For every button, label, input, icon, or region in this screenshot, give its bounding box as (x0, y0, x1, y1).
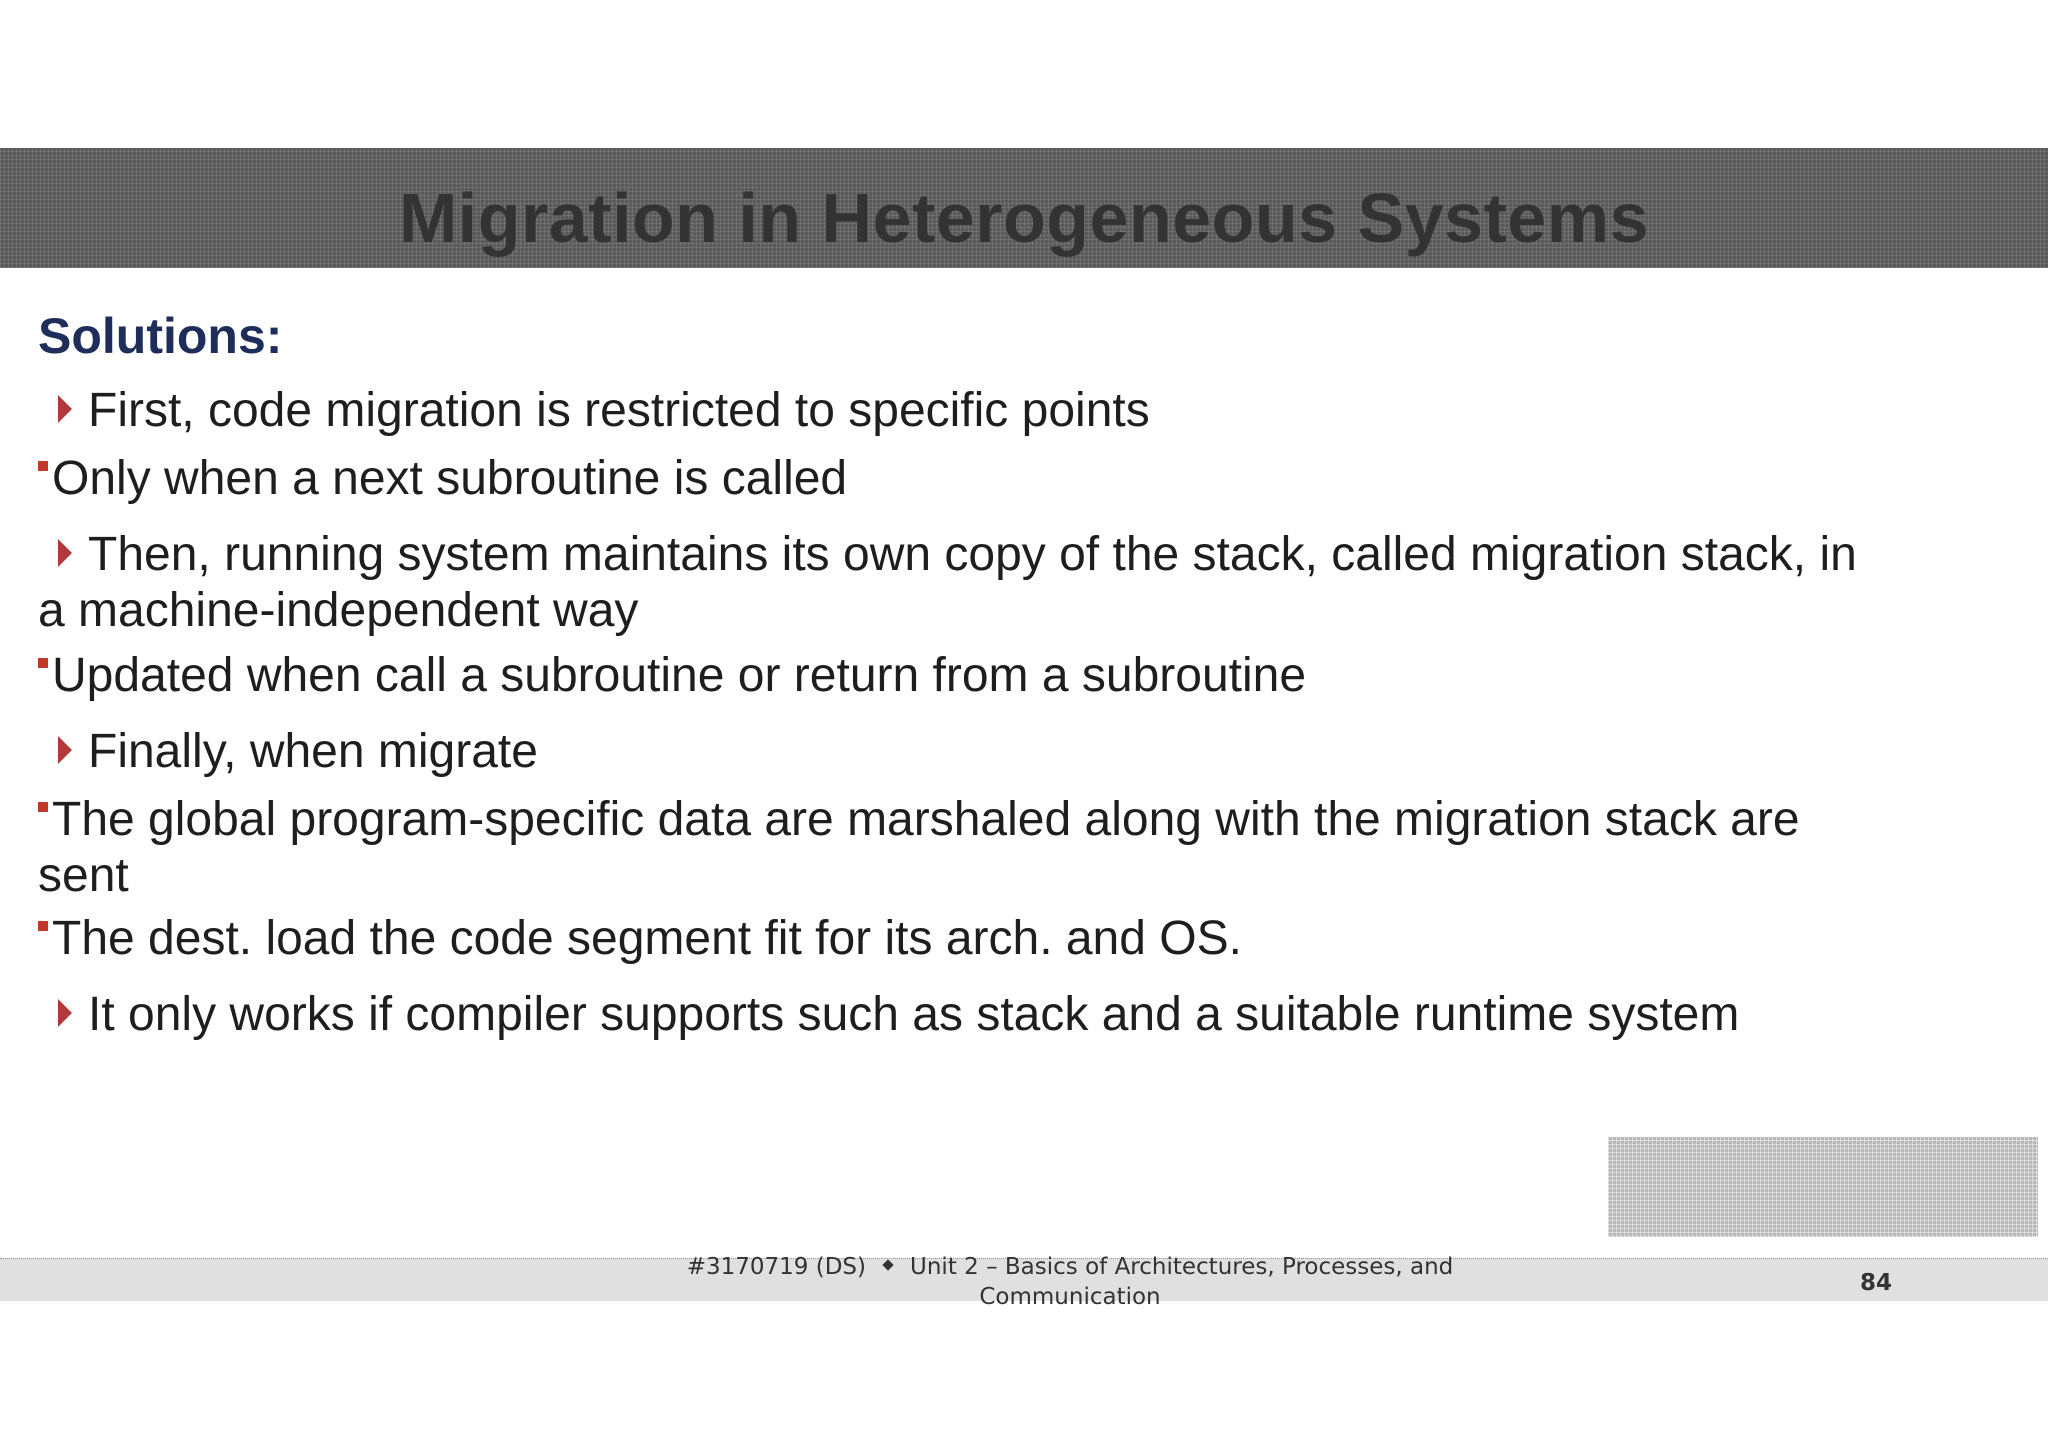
square-bullet-icon (38, 921, 48, 931)
sub-text-3: The global program-specific data are marshaled along with the migration stack are (52, 793, 1800, 846)
bullet-line-4 (38, 987, 2008, 1043)
footer-course-info (640, 1252, 1500, 1312)
slide-title: Migration in Heterogeneous Systems (398, 179, 1650, 257)
footer-unit-title: Unit 2 – Basics of Architectures, Processes, and (910, 1254, 1454, 1280)
sub-line-1 (38, 451, 2008, 507)
solutions-heading: Solutions: (38, 308, 283, 364)
triangle-bullet-icon (58, 539, 72, 567)
continuation-text-1: a machine-independent way (38, 584, 639, 637)
sub-text-1: Only when a next subroutine is called (52, 452, 848, 505)
sub-line-3 (38, 792, 2008, 848)
bullet-text-3: Finally, when migrate (88, 725, 538, 778)
sub-line-4 (38, 911, 2008, 967)
bullet-text-1: First, code migration is restricted to specific points (88, 384, 1150, 437)
sub-text-4: The dest. load the code segment fit for its arch. and OS. (52, 912, 1242, 965)
triangle-bullet-icon (58, 395, 72, 423)
continuation-line-2 (38, 848, 2008, 904)
footer-line-1 (640, 1252, 1500, 1282)
bullet-text-4: It only works if compiler supports such as stack and a suitable runtime system (88, 988, 1740, 1041)
continuation-text-2: sent (38, 849, 129, 902)
bullet-line-1 (38, 383, 2008, 439)
continuation-line-1 (38, 583, 2008, 639)
logo-stamp-pattern (1608, 1137, 2038, 1237)
triangle-bullet-icon (58, 999, 72, 1027)
footer-unit-title-cont: Communication (979, 1284, 1161, 1310)
footer-course-code: #3170719 (DS) (686, 1254, 867, 1280)
square-bullet-icon (38, 802, 48, 812)
bullet-line-2 (38, 527, 2008, 583)
triangle-bullet-icon (58, 736, 72, 764)
sub-line-2 (38, 648, 2008, 704)
bullet-line-3 (38, 724, 2008, 780)
page-number: 84 (1859, 1270, 1892, 1296)
square-bullet-icon (38, 658, 48, 668)
diamond-separator-icon (882, 1259, 893, 1270)
bullet-text-2: Then, running system maintains its own copy of the stack, called migration stack, in (88, 528, 1857, 581)
sub-text-2: Updated when call a subroutine or return from a subroutine (52, 649, 1307, 702)
square-bullet-icon (38, 461, 48, 471)
